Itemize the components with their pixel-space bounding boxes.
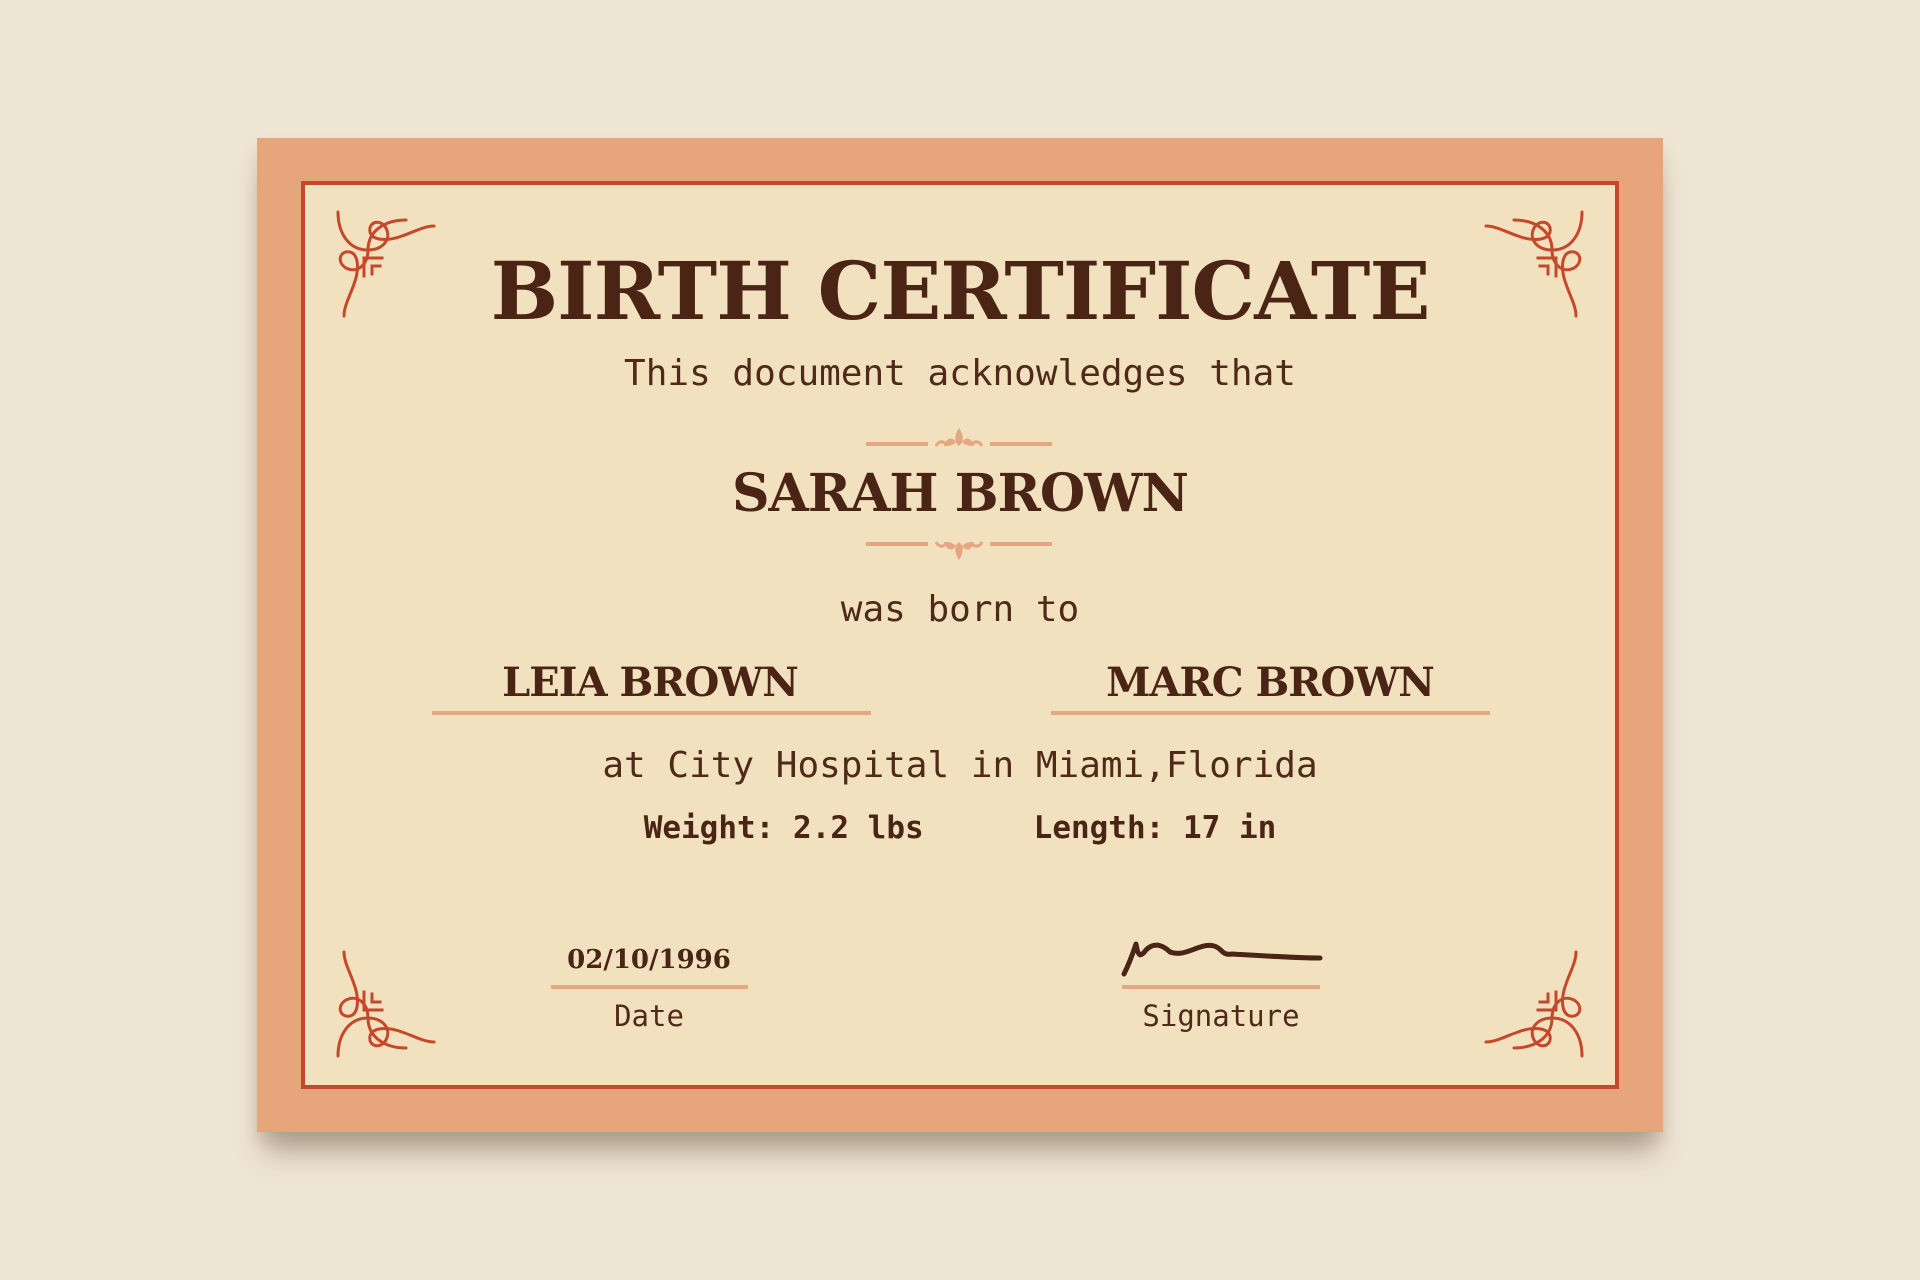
- date-label: Date: [614, 999, 684, 1033]
- weight-value: Weight: 2.2 lbs: [643, 810, 924, 846]
- mother-name-underline: [432, 711, 871, 715]
- father-name: MARC BROWN: [1106, 659, 1434, 706]
- birth-measurements: [0, 808, 1920, 848]
- birth-place-text: at City Hospital in Miami,Florida: [602, 745, 1318, 786]
- father-name-underline: [1051, 711, 1490, 715]
- certificate-title: BIRTH CERTIFICATE: [490, 244, 1430, 338]
- child-name: SARAH BROWN: [731, 463, 1189, 524]
- date-value: 02/10/1996: [567, 945, 731, 975]
- mother-name: LEIA BROWN: [502, 659, 798, 706]
- acknowledgement-text: This document acknowledges that: [624, 353, 1296, 394]
- born-to-text: was born to: [840, 589, 1080, 630]
- signature-label: Signature: [1142, 999, 1300, 1033]
- signature-underline: [1122, 985, 1320, 989]
- length-value: Length: 17 in: [1033, 810, 1277, 846]
- date-underline: [551, 985, 748, 989]
